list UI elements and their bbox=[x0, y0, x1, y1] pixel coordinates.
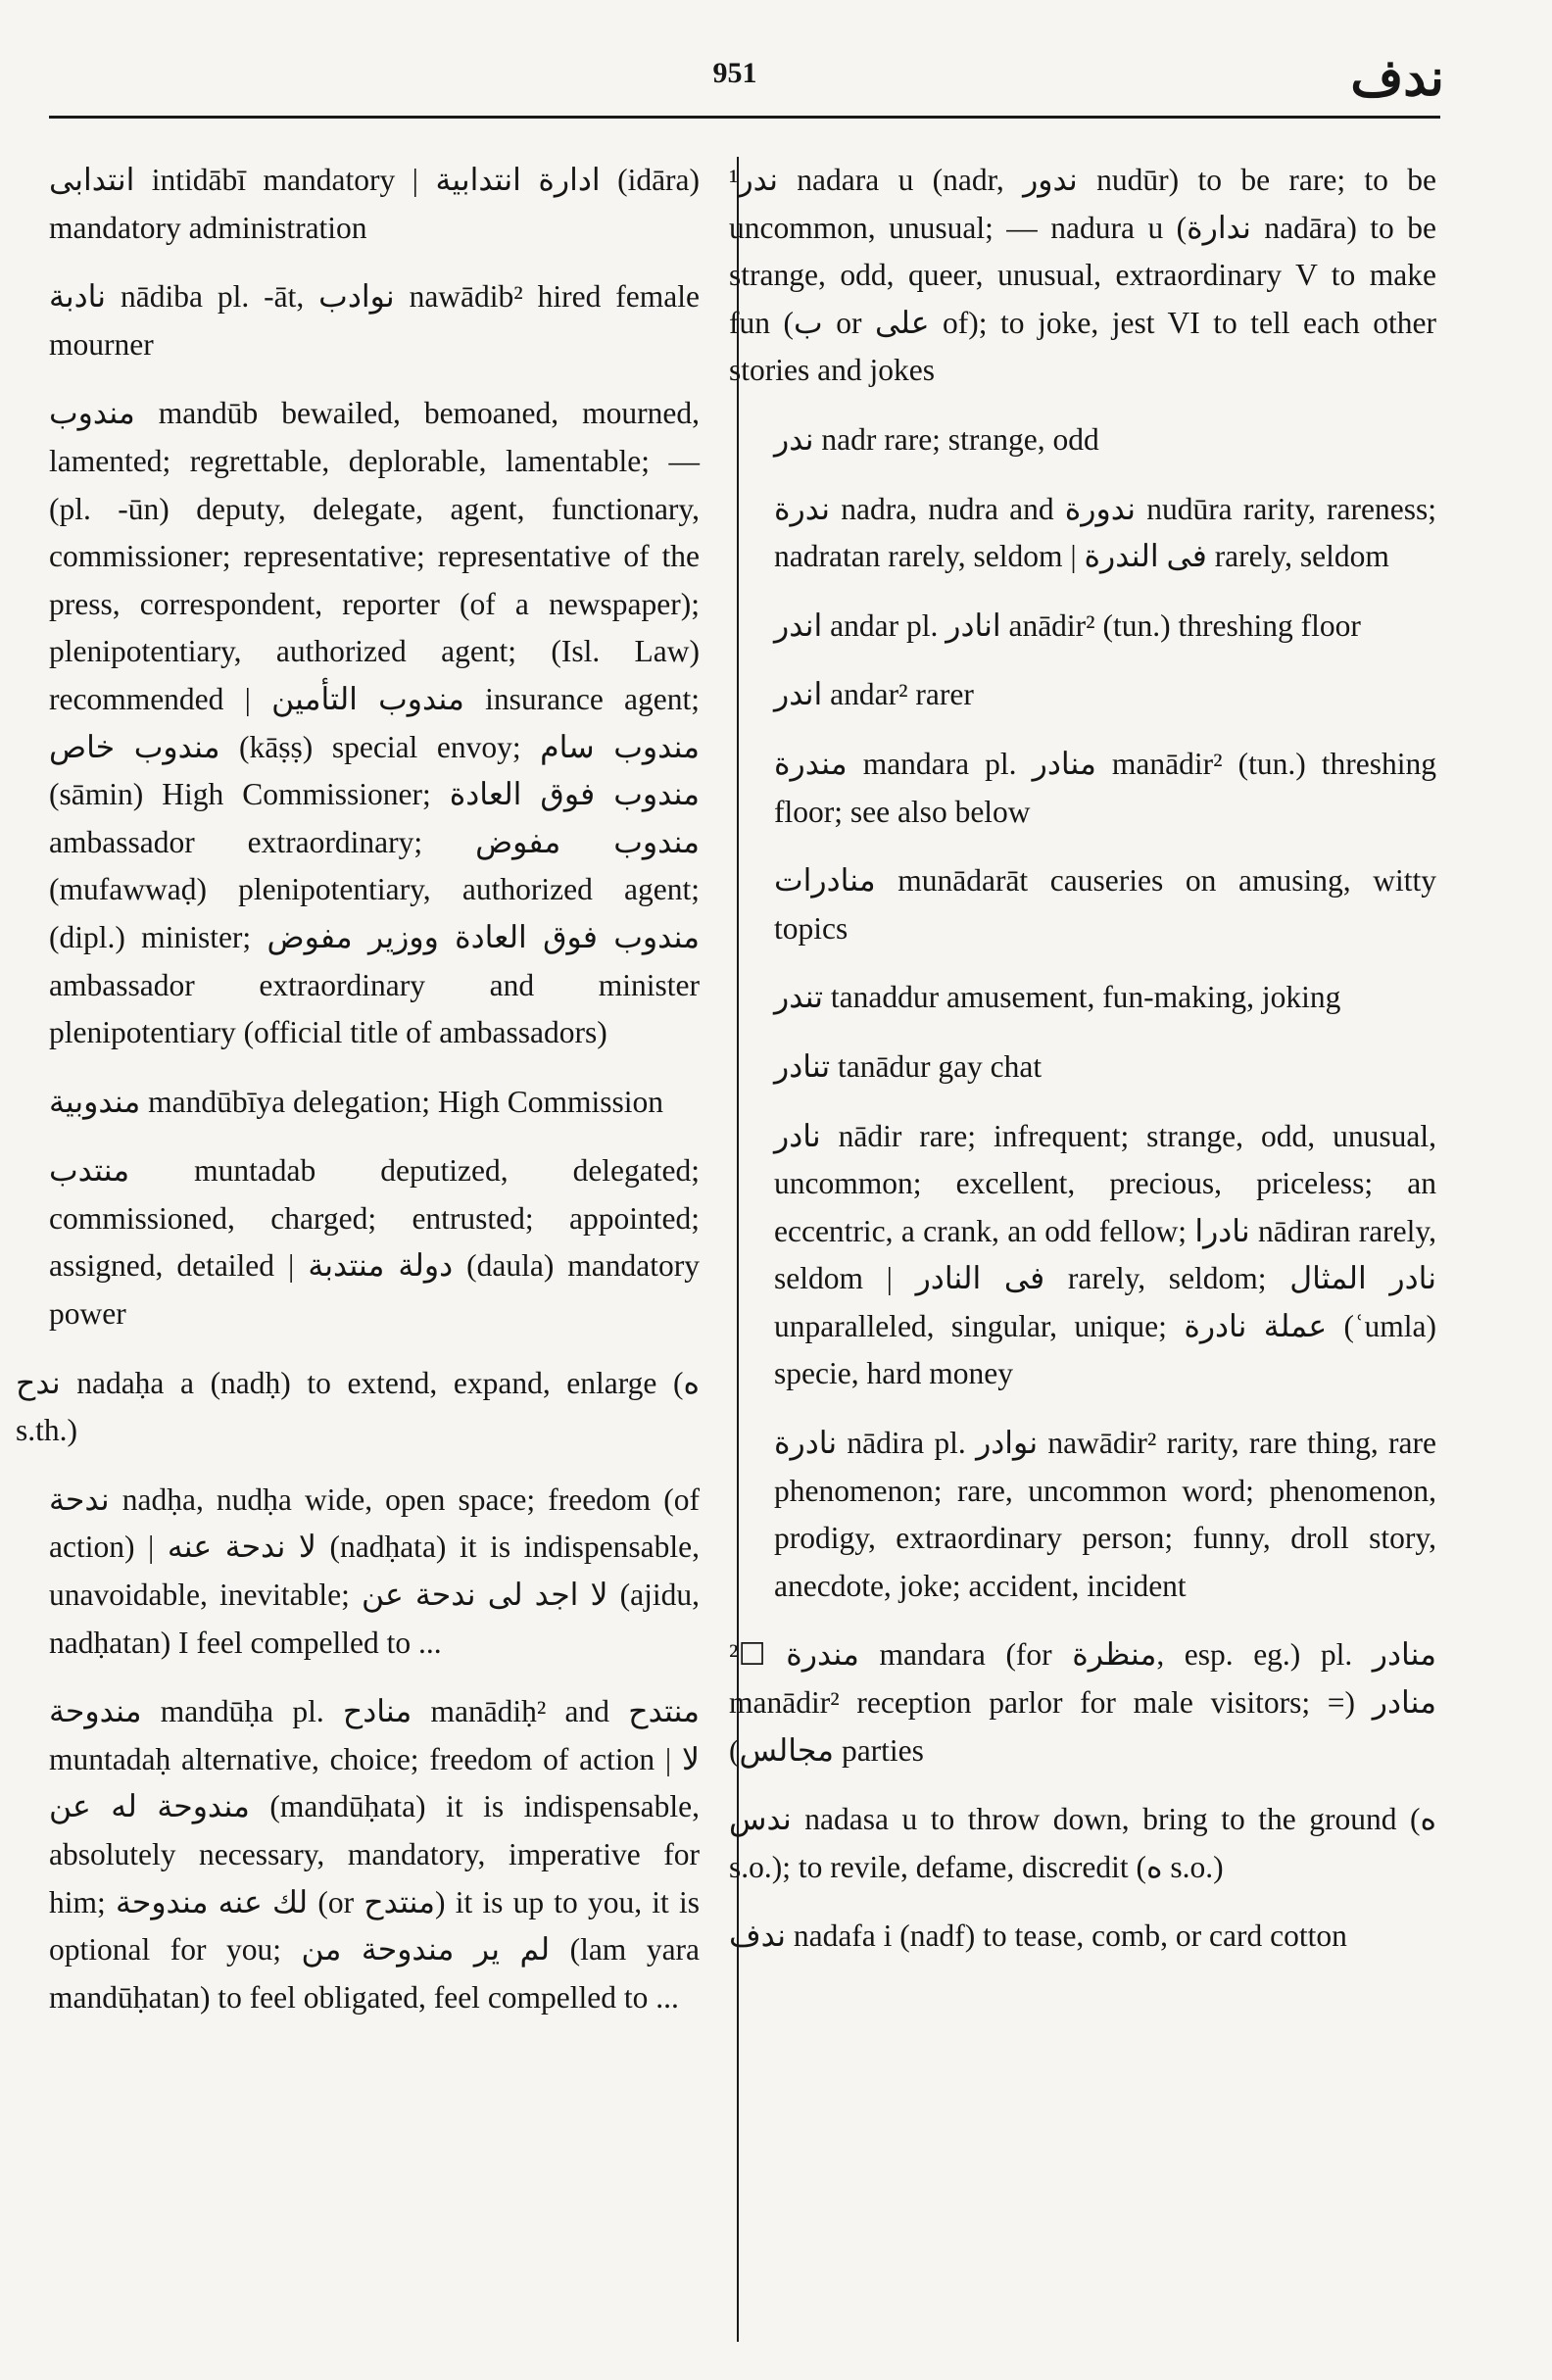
dictionary-entry bbox=[49, 1688, 700, 2021]
root-entry bbox=[4, 1360, 700, 1455]
entry-text: تندر tanaddur amusement, fun-making, joking bbox=[774, 980, 1341, 1015]
root-entry bbox=[717, 1796, 1436, 1891]
dictionary-entry bbox=[774, 974, 1436, 1022]
entry-text: ندرة nadra, nudra and ندورة nudūra rarity, rareness; nadratan rarely, seldom | فى الندرة rarely, seldom bbox=[774, 491, 1437, 574]
entry-text: تنادر tanādur gay chat bbox=[774, 1048, 1043, 1084]
entry-text: ¹ندر nadara u (nadr, ندور nudūr) to be rare; to be uncommon, unusual; — nadura u (ندارة nadāra) to be strange, odd, queer, unusual, extraordinary V to make fun (ب or على of); to joke, jest VI to tell each other stories and jokes bbox=[729, 163, 1437, 388]
column-divider bbox=[737, 157, 739, 2342]
entry-text: ²☐ مندرة mandara (for منظرة, esp. eg.) pl. منادر manādir² reception parlor for male visitors; منادر (= مجالس) parties bbox=[729, 1637, 1437, 1768]
dictionary-entry bbox=[49, 390, 700, 1056]
dictionary-entry bbox=[49, 1147, 700, 1337]
entry-text: ندحة nadḥa, nudḥa wide, open space; freedom (of action) | لا ندحة عنه (nadḥata) it is indispensable, unavoidable, inevitable; لا اجد لى ندحة عن (ajidu, nadḥatan) I feel compelled to ... bbox=[49, 1481, 700, 1660]
entry-text: انتدابى intidābī mandatory | ادارة انتدابية (idāra) mandatory administration bbox=[49, 163, 701, 245]
entry-text: مندوحة mandūḥa pl. منادح manādiḥ² and منتدح muntadaḥ alternative, choice; freedom of action | لا مندوحة له عن (mandūḥata) it is indispensable, absolutely necessary, mandatory, imperative for him; لك عنه مندوحة (or منتدح) it is up to you, it is optional for you; لم ير مندوحة من (lam yara mandūḥatan) to feel obligated, feel compelled to ... bbox=[49, 1694, 701, 2015]
root-entry bbox=[717, 157, 1436, 395]
dictionary-entry bbox=[774, 671, 1436, 719]
header-rule bbox=[49, 116, 1440, 119]
running-head: ندف bbox=[1350, 51, 1444, 107]
dictionary-entry bbox=[49, 1079, 700, 1127]
dictionary-entry bbox=[49, 273, 700, 368]
entry-text: مندوبية mandūbīya delegation; High Commission bbox=[49, 1084, 663, 1119]
dictionary-entry bbox=[774, 1113, 1436, 1399]
entry-text: نادر nādir rare; infrequent; strange, odd, unusual, uncommon; excellent, precious, priceless; an eccentric, a crank, an odd fellow; نادرا nādiran rarely, seldom | فى النادر rarely, seldom; نادر المثال unparalleled, singular, unique; عملة نادرة (ʿumla) specie, hard money bbox=[774, 1118, 1436, 1391]
dictionary-entry bbox=[774, 741, 1436, 836]
dictionary-entry bbox=[774, 1044, 1436, 1092]
dictionary-entry bbox=[774, 603, 1436, 651]
entry-text: ندف nadafa i (nadf) to tease, comb, or card cotton bbox=[729, 1919, 1347, 1954]
entry-text: نادرة nādira pl. نوادر nawādir² rarity, rare thing, rare phenomenon; rare, uncommon word; phenomenon, prodigy, extraordinary person; funny, droll story, anecdote, joke; accident, incident bbox=[774, 1426, 1436, 1603]
dictionary-entry bbox=[774, 416, 1436, 464]
entry-text: مندرة mandara pl. منادر manādir² (tun.) threshing floor; see also below bbox=[774, 746, 1436, 829]
entry-text: نادبة nādiba pl. -āt, نوادب nawādib² hired female mourner bbox=[49, 279, 700, 362]
left-column bbox=[16, 157, 701, 2043]
entry-text: ندح nadaḥa a (nadḥ) to extend, expand, enlarge (ه s.th.) bbox=[16, 1365, 700, 1448]
entry-text: ندس nadasa u to throw down, bring to the ground (ه s.o.); to revile, defame, discredit (ه s.o.) bbox=[729, 1802, 1436, 1884]
entry-text: اندر andar² rarer bbox=[774, 677, 974, 712]
dictionary-entry bbox=[774, 486, 1436, 581]
entry-text: ندر nadr rare; strange, odd bbox=[774, 421, 1099, 457]
dictionary-entry bbox=[49, 157, 700, 252]
root-entry bbox=[717, 1913, 1436, 1961]
entry-text: مندوب mandūb bewailed, bemoaned, mourned, lamented; regrettable, deplorable, lamentable; — (pl. -ūn) deputy, delegate, agent, functionary, commissioner; representative; representative of the press, correspondent, reporter (of a newspaper); plenipotentiary, authorized agent; (Isl. Law) recommended | مندوب التأمين insurance agent; مندوب خاص (kāṣṣ) special envoy; مندوب سام (sāmin) High Commissioner; مندوب فوق العادة ambassador extraordinary; مندوب مفوض (mufawwaḍ) plenipotentiary, authorized agent; (dipl.) minister; مندوب فوق العادة ووزير مفوض ambassador extraordinary and minister plenipotentiary (official title of ambassadors) bbox=[49, 396, 700, 1050]
entry-text: منتدب muntadab deputized, delegated; commissioned, charged; entrusted; appointed; assigned, detailed | دولة منتدبة (daula) mandatory power bbox=[49, 1153, 700, 1332]
root-entry bbox=[717, 1631, 1436, 1774]
dictionary-entry bbox=[774, 1420, 1436, 1610]
page-number: 951 bbox=[712, 57, 757, 89]
dictionary-entry bbox=[49, 1477, 700, 1667]
right-column bbox=[729, 157, 1437, 1982]
entry-text: اندر andar pl. انادر anādir² (tun.) threshing floor bbox=[774, 607, 1361, 643]
dictionary-entry bbox=[774, 857, 1436, 952]
entry-text: منادرات munādarāt causeries on amusing, witty topics bbox=[774, 863, 1436, 946]
